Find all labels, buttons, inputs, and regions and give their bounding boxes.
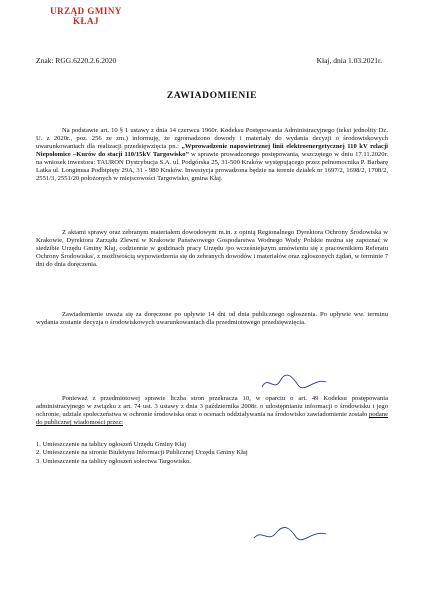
place-and-date: Kłaj, dnia 1.03.2021r.: [316, 56, 382, 65]
paragraph-delivery: Zawiadomienie uważa się za doręczone po upływie 14 dni od dnia publicznego ogłoszenia. Po upływie ww. terminu wydania zostanie decyzja o środowiskowych uwarunkowaniach dla przedmiotowego przedsięwzięcia.: [36, 311, 388, 326]
document-title: ZAWIADOMIENIE: [166, 91, 258, 101]
handwritten-signature: [258, 372, 330, 394]
paragraph-publication: [36, 395, 388, 427]
paragraph-case-files: Z aktami sprawy oraz zebranym materiałem dowodowym m.in. z opinią Regionalnego Dyrektora Ochrony Środowiska w Krakowie, Dyrektora Zarządu Zlewni w Krakowie Państwowego Gospodarstwa Wodnego Wody Polskie można się zapoznać w siedzibie Urzędu Gminy Kłaj, codziennie w godzinach pracy Urzędu /po wcześniejszym umówieniu się z pracownikiem Referatu Ochrony Środowiska/, z możliwością wypowiedzenia się do zebranych dowodów i materiałów oraz zgłoszonych żądań, w terminie 7 dni do dnia doręczenia.: [36, 229, 388, 268]
handwritten-signature-bottom: [250, 525, 330, 545]
list-item: 1. Umieszczenie na tablicy ogłoszeń Urzędu Gminy Kłaj: [36, 441, 187, 448]
publication-list: [36, 441, 248, 466]
office-stamp: [38, 6, 134, 26]
project-name: „Wprowadzenie napowietrznej linii elektroenergetycznej 110 kV relacji Niepołomice –Kurów do stacji 110/15kV Targowisko”: [36, 143, 388, 158]
paragraph-legal-basis-text-1: Na podstawie art. 10 § 1 ustawy z dnia 14 czerwca 1960r. Kodeksu Postępowania Administracyjnego (tekst jednolity Dz. U. z 2020r., poz. 256 ze zm.) informuję, że zgromadzono dowody i materiały do wydania decyzji o środowiskowych uwarunkowaniach dla realizacji przedsięwzięcia pn.:: [36, 127, 388, 150]
list-item: 2. Umieszczenie na stronie Biuletynu Informacji Publicznej Urzędu Gminy Kłaj: [36, 449, 248, 457]
list-item: 3. Umieszczenie na tablicy ogłoszeń sołectwa Targowisko.: [36, 457, 191, 465]
stamp-office-place: KŁAJ: [72, 16, 99, 26]
case-reference: Znak: RGG.6220.2.6.2020: [36, 56, 117, 65]
paragraph-legal-basis-text-2: w sprawie prowadzonego postępowania, wszczętego w dniu 17.11.2020r. na wniosek inwestora: TAURON Dystrybucja S.A. ul. Podgórska 25, 31-500 Kraków występującego przez pełnomocnika P. Barbarę Latka ul. Longinusa Podbipięty 29A, 31 - 980 Kraków. Inwestycja prowadzona będzie na terenie działek nr 1697/2, 1698/2, 1708/2, 2551/3, 2551/20 położonych w miejscowości Targowisko, gmina Kłaj.: [36, 151, 389, 182]
publication-means-heading: podane do publicznej wiadomości przez:: [36, 411, 388, 426]
paragraph-publication-text: Ponieważ z przedmiotowej sprawie liczba stron przekracza 10, w oparciu o art. 49 Kodeksu postępowania administracyjnego w związku z art. 74 ust. 3 ustawy z dnia 3 października 2008r. o udostępnianiu informacji o środowisku i jego ochronie, udziale społeczeństwa w ochronie środowiska oraz o ocenach oddziaływania na środowisko zawiadomienie zostało: [36, 395, 388, 418]
stamp-office-name: URZĄD GMINY: [50, 6, 122, 16]
paragraph-legal-basis: [36, 127, 388, 183]
